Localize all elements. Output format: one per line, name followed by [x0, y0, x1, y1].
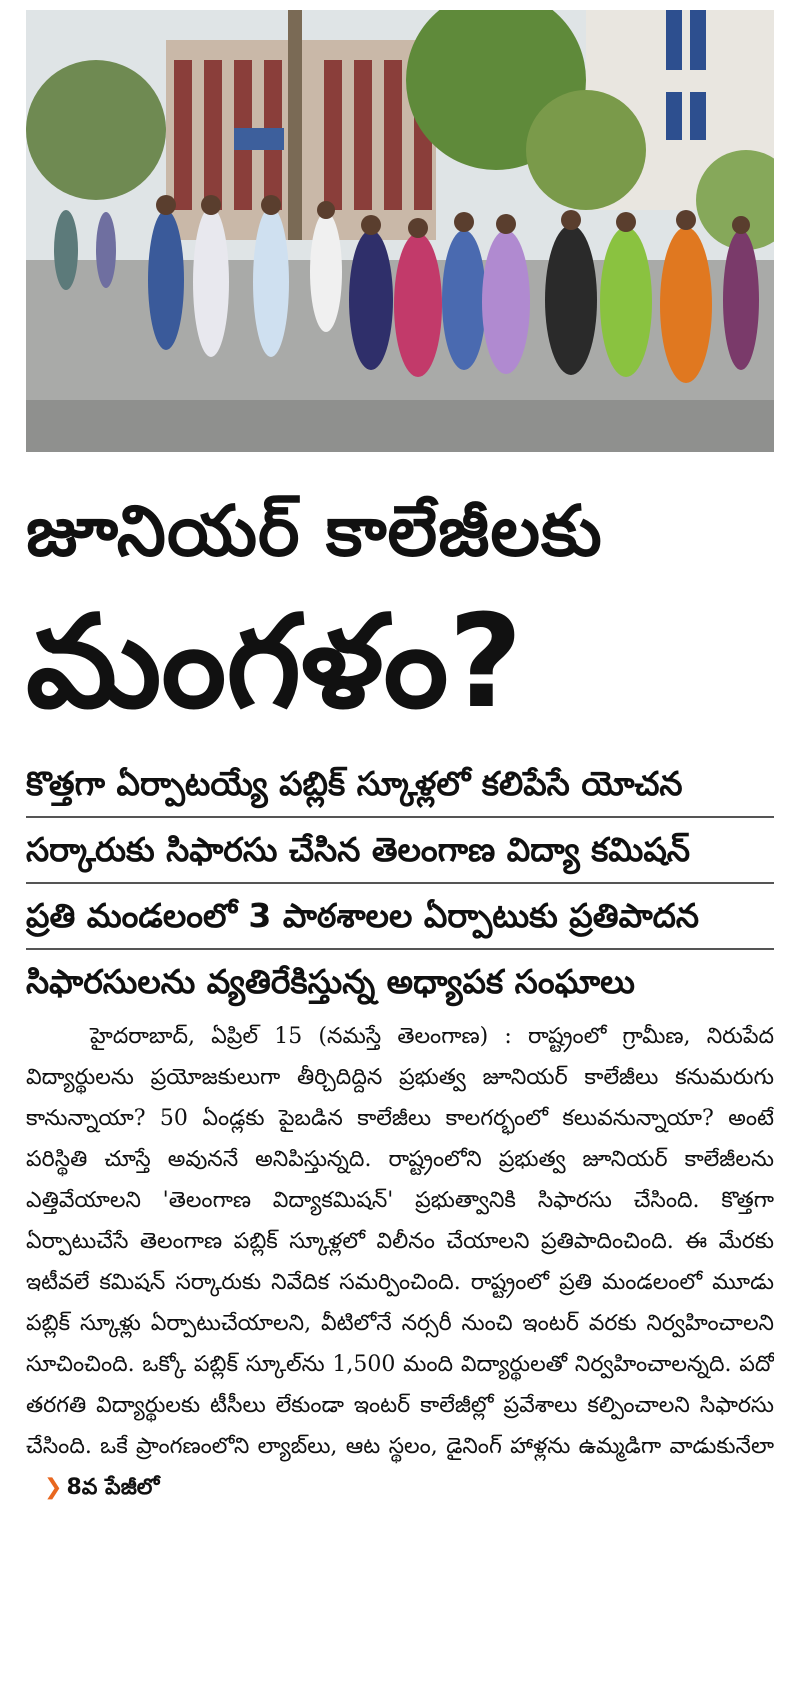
subhead-2: సర్కారుకు సిఫారసు చేసిన తెలంగాణ విద్యా కమిషన్ — [26, 818, 774, 884]
article-body-text: హైదరాబాద్, ఏప్రిల్ 15 (నమస్తే తెలంగాణ) : రాష్ట్రంలో గ్రామీణ, నిరుపేద విద్యార్థులను ప్రయోజకులుగా తీర్చిదిద్దిన ప్రభుత్వ జూనియర్ కాలేజీలు కనుమరుగు కానున్నాయా? 50 ఏండ్లకు పైబడిన కాలేజీలు కాలగర్భంలో కలువనున్నాయా? అంటే పరిస్థితి చూస్తే అవుననే అనిపిస్తున్నది. రాష్ట్రంలోని ప్రభుత్వ జూనియర్ కాలేజీలను ఎత్తివేయాలని 'తెలంగాణ విద్యాకమిషన్' ప్రభుత్వానికి సిఫారసు చేసింది. కొత్తగా ఏర్పాటుచేసే తెలంగాణ పబ్లిక్ స్కూళ్లలో విలీనం చేయాలని ప్రతిపాదించింది. ఈ మేరకు ఇటీవలే కమిషన్ సర్కారుకు నివేదిక సమర్పించింది. రాష్ట్రంలో ప్రతి మండలంలో మూడు పబ్లిక్ స్కూళ్లు ఏర్పాటుచేయాలని, వీటిలోనే నర్సరీ నుంచి ఇంటర్ వరకు నిర్వహించాలని సూచించింది. ఒక్కో పబ్లిక్ స్కూల్‌ను 1,500 మంది విద్యార్థులతో నిర్వహించాలన్నది. పదో తరగతి విద్యార్థులకు టీసీలు లేకుండా ఇంటర్ కాలేజీల్లో ప్రవేశాలు కల్పించాలని సిఫారసు చేసింది. ఒకే ప్రాంగణంలోని ల్యాబ్‌లు, ఆట స్థలం, డైనింగ్ హాళ్లను ఉమ్మడిగా వాడుకునేలా — [26, 1024, 774, 1459]
continue-arrow-icon: ❯ — [44, 1475, 63, 1500]
subhead-1: కొత్తగా ఏర్పాటయ్యే పబ్లిక్ స్కూళ్లలో కలిపేసే యోచన — [26, 752, 774, 818]
continued-label: 8వ పేజీలో — [66, 1475, 160, 1500]
news-photo — [26, 10, 774, 452]
headline-line-2: మంగళం? — [26, 588, 523, 737]
subhead-3: ప్రతి మండలంలో 3 పాఠశాలల ఏర్పాటుకు ప్రతిపాదన — [26, 884, 774, 950]
headline-line-1: జూనియర్ కాలేజీలకు — [26, 490, 603, 572]
continued-link[interactable] — [26, 1475, 159, 1500]
subhead-4: సిఫారసులను వ్యతిరేకిస్తున్న అధ్యాపక సంఘాలు — [26, 962, 635, 1001]
article-body — [26, 1016, 774, 1676]
subheads — [26, 752, 774, 1014]
